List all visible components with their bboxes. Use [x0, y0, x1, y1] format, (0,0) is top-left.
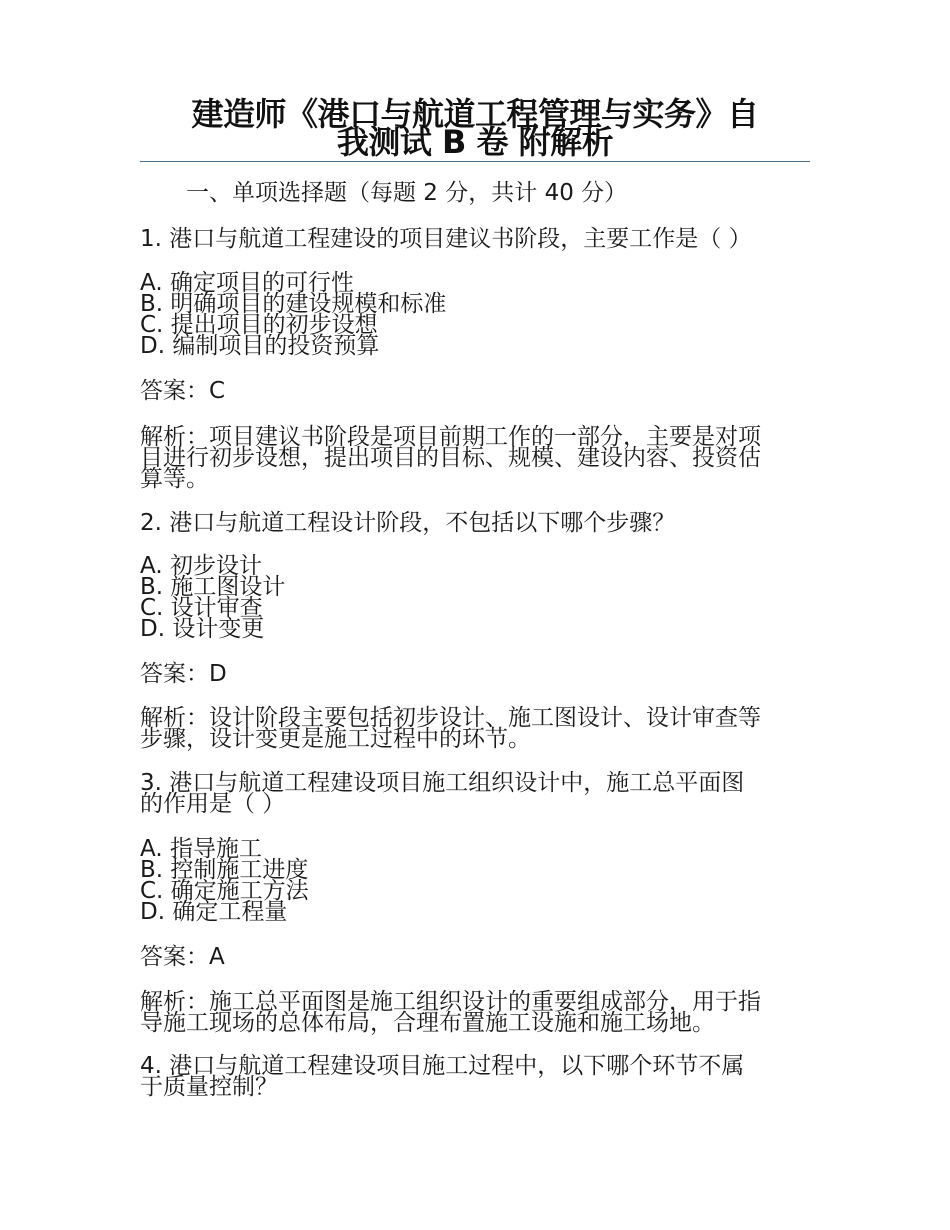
question-2-stem: 2. 港口与航道工程设计阶段，不包括以下哪个步骤？	[140, 510, 676, 536]
title-underline	[140, 161, 810, 162]
question-1-option-b: B. 明确项目的建设规模和标准	[140, 291, 447, 317]
section-heading: 一、单项选择题（每题 2 分，共计 40 分）	[186, 180, 628, 206]
question-3-analysis-line-1: 解析：施工总平面图是施工组织设计的重要组成部分，用于指	[140, 989, 761, 1015]
question-2-analysis-line-2: 步骤，设计变更是施工过程中的环节。	[140, 726, 531, 752]
question-4-stem-line-1: 4. 港口与航道工程建设项目施工过程中，以下哪个环节不属	[140, 1053, 745, 1079]
question-3-option-d: D. 确定工程量	[140, 899, 288, 925]
question-3-stem-line-1: 3. 港口与航道工程建设项目施工组织设计中，施工总平面图	[140, 770, 745, 796]
question-1-option-c: C. 提出项目的初步设想	[140, 312, 378, 338]
question-2-option-d: D. 设计变更	[140, 616, 265, 642]
question-1-option-a: A. 确定项目的可行性	[140, 270, 354, 296]
question-1-analysis-line-3: 算等。	[140, 466, 209, 492]
question-1-analysis-line-1: 解析：项目建议书阶段是项目前期工作的一部分，主要是对项	[140, 424, 761, 450]
question-1-answer: 答案：C	[140, 378, 226, 404]
question-3-option-a: A. 指导施工	[140, 836, 262, 862]
question-4-stem-line-2: 于质量控制？	[140, 1074, 278, 1100]
question-3-option-b: B. 控制施工进度	[140, 857, 309, 883]
document-title	[140, 96, 810, 160]
question-3-option-c: C. 确定施工方法	[140, 878, 309, 904]
question-1-stem: 1. 港口与航道工程建设的项目建议书阶段，主要工作是（ ）	[140, 226, 752, 252]
question-1-analysis-line-2: 目进行初步设想，提出项目的目标、规模、建设内容、投资估	[140, 445, 761, 471]
question-3-analysis-line-2: 导施工现场的总体布局，合理布置施工设施和施工场地。	[140, 1010, 715, 1036]
question-2-option-c: C. 设计审查	[140, 595, 263, 621]
question-2-option-b: B. 施工图设计	[140, 574, 286, 600]
question-2-option-a: A. 初步设计	[140, 553, 262, 579]
question-2-analysis-line-1: 解析：设计阶段主要包括初步设计、施工图设计、设计审查等	[140, 705, 761, 731]
question-3-answer: 答案：A	[140, 944, 225, 970]
question-1-option-d: D. 编制项目的投资预算	[140, 333, 380, 359]
title-line-1: 建造师《港口与航道工程管理与实务》自	[191, 95, 759, 133]
question-2-answer: 答案：D	[140, 661, 227, 687]
question-3-stem-line-2: 的作用是（ ）	[140, 791, 286, 817]
title-line-2: 我测试 B 卷 附解析	[336, 123, 614, 161]
